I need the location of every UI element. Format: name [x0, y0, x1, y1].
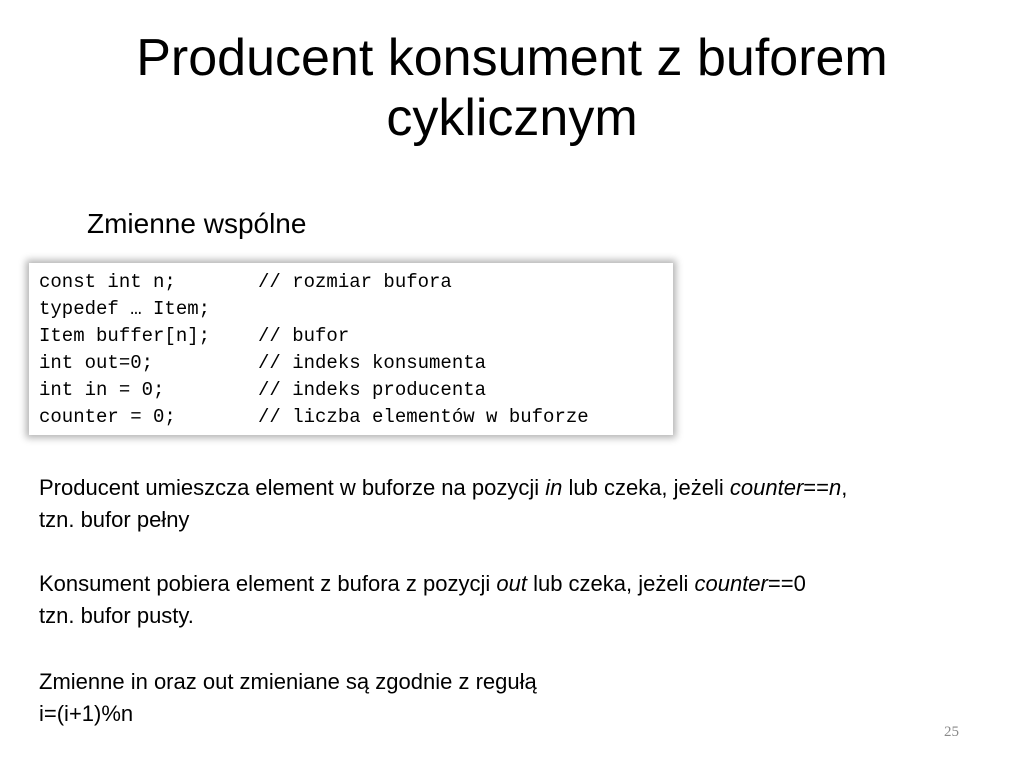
- rule-formula: i=(i+1)%n: [39, 701, 134, 726]
- code-line: [39, 296, 663, 323]
- consumer-operator: ==0: [767, 571, 806, 596]
- rule-paragraph: [39, 666, 989, 730]
- code-comment: // bufor: [258, 325, 350, 347]
- section-heading: Zmienne wspólne: [87, 208, 307, 239]
- code-line: [39, 323, 663, 350]
- code-declaration: Item buffer[n];: [39, 325, 211, 347]
- code-line: [39, 377, 663, 404]
- producer-line2: tzn. bufor pełny: [39, 507, 190, 532]
- consumer-paragraph: [39, 568, 989, 632]
- code-line: [39, 404, 663, 431]
- producer-operator: ==: [803, 475, 829, 500]
- producer-paragraph: [39, 472, 989, 536]
- code-comment: // rozmiar bufora: [258, 271, 452, 293]
- code-declaration: typedef … Item;: [39, 298, 211, 320]
- slide-title: [40, 28, 984, 148]
- code-declaration: counter = 0;: [39, 406, 176, 428]
- consumer-text: Konsument pobiera element z bufora z pozycji: [39, 571, 497, 596]
- producer-comma: ,: [841, 475, 848, 500]
- consumer-line2: tzn. bufor pusty.: [39, 603, 194, 628]
- page-number: 25: [944, 724, 959, 740]
- producer-text: lub czeka, jeżeli: [562, 475, 730, 500]
- slide-title-line2: cyklicznym: [386, 89, 638, 147]
- code-block: [29, 263, 673, 435]
- consumer-text: lub czeka, jeżeli: [526, 571, 695, 596]
- producer-text: Producent umieszcza element w buforze na pozycji: [39, 475, 546, 500]
- code-declaration: int in = 0;: [39, 379, 165, 401]
- producer-in-term: in: [545, 475, 563, 500]
- consumer-counter-term: counter: [694, 571, 768, 596]
- producer-counter-term: counter: [729, 475, 804, 500]
- producer-n-term: n: [829, 475, 842, 500]
- code-comment: // indeks producenta: [258, 379, 487, 401]
- code-declaration: const int n;: [39, 271, 176, 293]
- code-comment: // liczba elementów w buforze: [258, 406, 589, 428]
- rule-line1: Zmienne in oraz out zmieniane są zgodnie z regułą: [39, 669, 537, 694]
- code-line: [39, 350, 663, 377]
- code-comment: // indeks konsumenta: [258, 352, 487, 374]
- code-declaration: int out=0;: [39, 352, 154, 374]
- slide-title-line1: Producent konsument z buforem: [136, 29, 888, 87]
- consumer-out-term: out: [496, 571, 527, 596]
- code-line: [39, 269, 663, 296]
